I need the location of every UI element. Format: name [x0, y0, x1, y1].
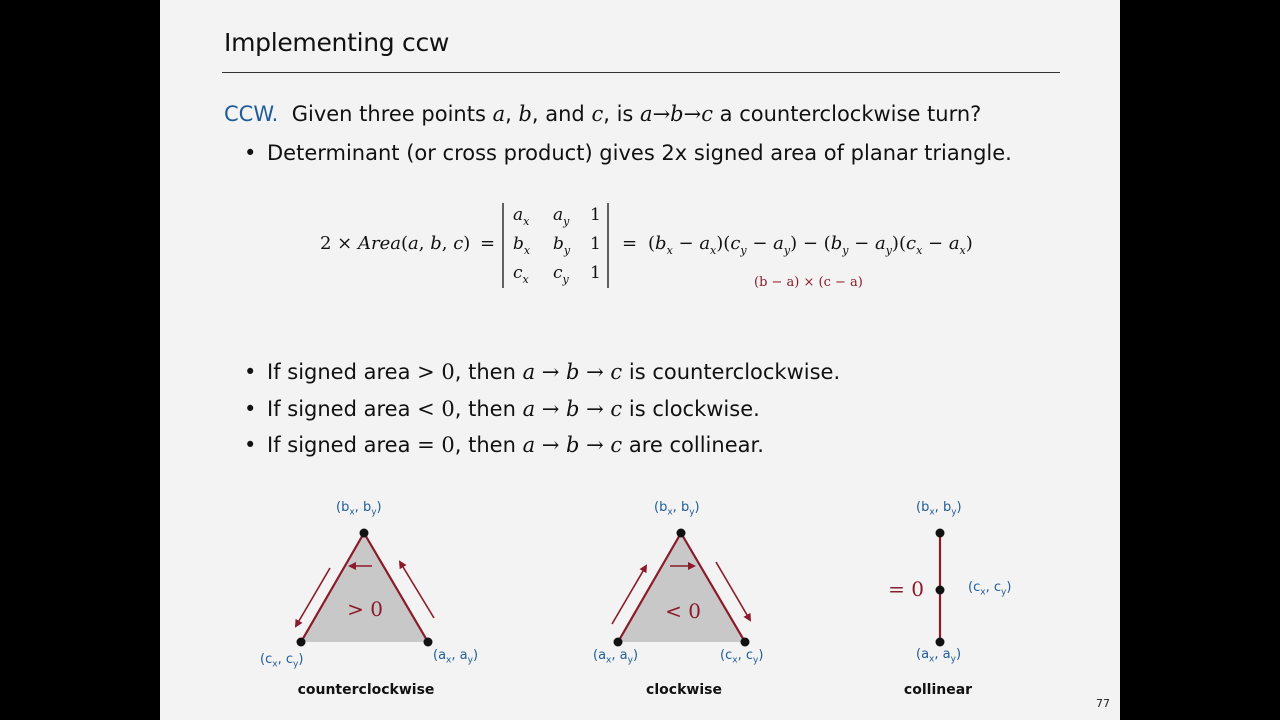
bullet-dot: •	[244, 360, 257, 384]
cw-point-a	[614, 638, 623, 647]
bullet-determinant: Determinant (or cross product) gives 2x signed area of planar triangle.	[267, 141, 1012, 165]
col-label-b: ($b_x$, $b_y$)	[916, 500, 962, 518]
bullet-zero-pre: If signed area	[267, 433, 418, 457]
bullet-positive	[267, 360, 840, 384]
m-1c: 1	[590, 263, 601, 283]
m-cx: $c_x$	[513, 263, 529, 286]
bullet-zero-cond: = 0	[417, 433, 455, 457]
point-b: b	[518, 102, 532, 126]
bullet-positive-chain: a → b → c	[522, 360, 623, 384]
m-ay: $a_y$	[553, 205, 570, 228]
title-divider	[222, 72, 1060, 73]
ccw-diagram	[296, 529, 434, 647]
formula-rhs: $(b_x - a_x)(c_y - a_y) - (b_y - a_y)(c_x - a_x)$	[648, 233, 973, 257]
bullet-positive-mid: , then	[454, 360, 523, 384]
ccw-keyword: CCW.	[224, 102, 279, 126]
col-sign: = 0	[888, 577, 924, 601]
col-caption: collinear	[903, 682, 973, 698]
point-c: c	[591, 102, 604, 126]
bullet-zero	[267, 433, 764, 457]
slide	[160, 0, 1120, 720]
arrow-1: →	[652, 102, 671, 126]
collinear-diagram	[888, 529, 944, 647]
cw-caption: clockwise	[646, 682, 722, 698]
bullet-zero-chain: a → b → c	[522, 433, 623, 457]
cw-diagram	[612, 529, 750, 647]
bullet-negative-post: is clockwise.	[622, 397, 760, 421]
intro-text-2: , is	[603, 102, 641, 126]
bullet-positive-cond: > 0	[417, 360, 455, 384]
chain-a: a	[640, 102, 653, 126]
cw-triangle	[618, 533, 745, 642]
formula-lhs: 2 × Area(a, b, c)	[320, 233, 471, 254]
ccw-label-a: ($a_x$, $a_y$)	[433, 648, 479, 666]
ccw-caption: counterclockwise	[297, 682, 435, 698]
cw-point-b	[677, 529, 686, 538]
col-point-a	[936, 638, 945, 647]
col-point-b	[936, 529, 945, 538]
ccw-sign: > 0	[347, 597, 383, 621]
bullet-zero-mid: , then	[454, 433, 523, 457]
intro-sep-1: ,	[505, 102, 519, 126]
m-1b: 1	[590, 234, 601, 254]
ccw-label-c: ($c_x$, $c_y$)	[260, 652, 304, 670]
m-cy: $c_y$	[553, 263, 569, 286]
m-bx: $b_x$	[513, 234, 531, 257]
intro-text-3: a counterclockwise turn?	[713, 102, 982, 126]
bullet-positive-pre: If signed area	[267, 360, 418, 384]
chain-c: c	[701, 102, 713, 126]
cw-sign: < 0	[665, 599, 701, 623]
formula-equals-1: =	[480, 233, 496, 254]
ccw-label-b: ($b_x$, $b_y$)	[336, 500, 382, 518]
chain-b: b	[670, 102, 684, 126]
bullet-negative-chain: a → b → c	[522, 397, 623, 421]
m-ax: $a_x$	[513, 205, 530, 228]
arrow-2: →	[683, 102, 702, 126]
m-1a: 1	[590, 205, 601, 225]
bullet-dot: •	[244, 433, 257, 457]
intro-text-1: Given three points	[291, 102, 493, 126]
bullet-negative-mid: , then	[454, 397, 523, 421]
bullet-negative-cond: < 0	[417, 397, 455, 421]
cw-label-c: ($c_x$, $c_y$)	[720, 648, 764, 666]
point-a: a	[492, 102, 506, 126]
page-number: 77	[1096, 697, 1110, 710]
intro-sep-2: , and	[531, 102, 592, 126]
ccw-point-c	[297, 638, 306, 647]
col-label-a: ($a_x$, $a_y$)	[916, 647, 962, 665]
bullet-positive-post: is counterclockwise.	[622, 360, 841, 384]
cw-label-a: ($a_x$, $a_y$)	[593, 648, 639, 666]
intro-line	[224, 102, 981, 126]
ccw-point-a	[424, 638, 433, 647]
cross-product-note: (b − a) × (c − a)	[754, 275, 863, 290]
col-point-c	[936, 586, 945, 595]
formula-equals-2: =	[622, 233, 638, 254]
bullet-negative	[267, 397, 760, 421]
m-by: $b_y$	[553, 234, 571, 257]
bullet-zero-post: are collinear.	[622, 433, 764, 457]
ccw-triangle	[301, 533, 428, 642]
bullet-dot: •	[244, 141, 257, 165]
orientation-diagrams	[160, 490, 1120, 710]
cw-point-c	[741, 638, 750, 647]
ccw-point-b	[360, 529, 369, 538]
cw-label-b: ($b_x$, $b_y$)	[654, 500, 700, 518]
slide-title: Implementing ccw	[224, 28, 450, 57]
bullet-dot: •	[244, 397, 257, 421]
determinant-formula	[160, 193, 1120, 303]
bullet-negative-pre: If signed area	[267, 397, 418, 421]
col-label-c: ($c_x$, $c_y$)	[968, 580, 1012, 598]
